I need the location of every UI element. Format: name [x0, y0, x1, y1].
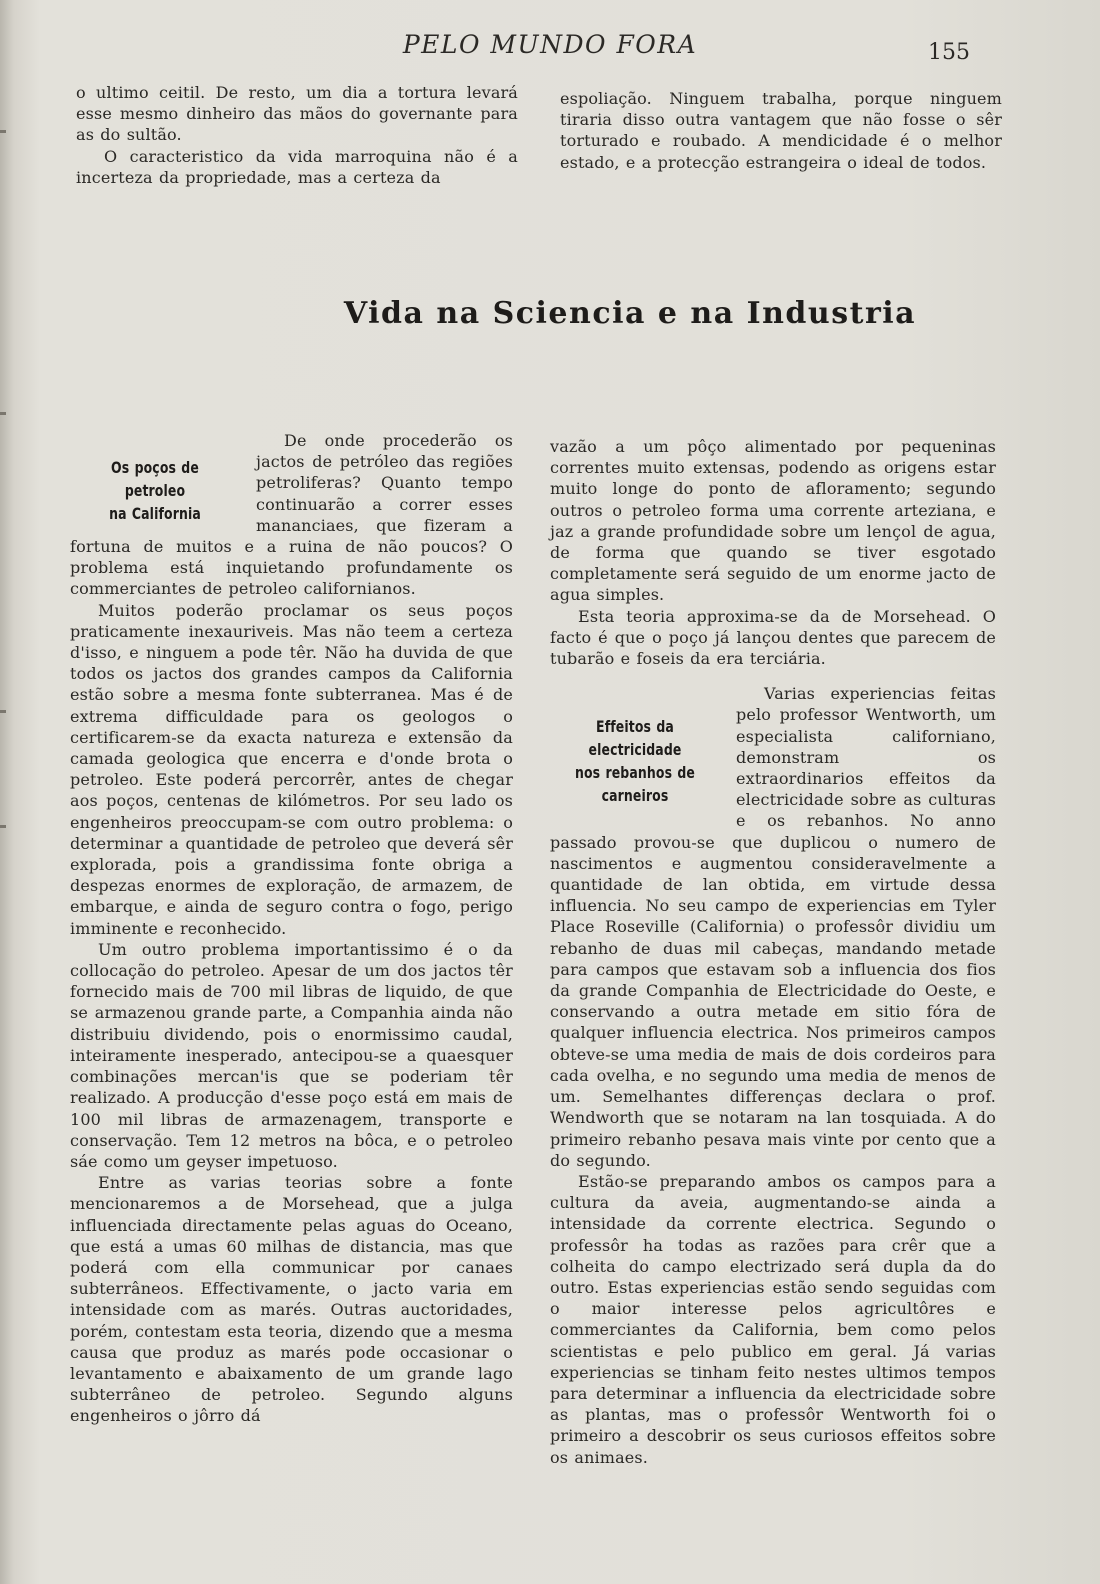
running-title: PELO MUNDO FORA [402, 30, 698, 59]
section-title: Vida na Sciencia e na Industria [343, 296, 917, 331]
article-oil-wells [70, 430, 513, 1427]
paragraph: Estão-se preparando ambos os campos para a cultura da aveia, augmentando-se ainda a intensidade da corrente electrica. Segundo o professôr ha todas as razões para crêr que a colheita do campo electrizado será dupla da do outro. Estas experiencias estão sendo seguidas com o maior interesse pelos agricultôres e commerciantes da California, bem como pelos scientistas e pelo publico em geral. Já varias experiencias se tinham feito nestes ultimos tempos para determinar a influencia da electricidade sobre as plantas, mas o professôr Wentworth foi o primeiro a descobrir os seus curiosos effeitos sobre os animaes. [550, 1171, 996, 1467]
paragraph: Varias experiencias feitas pelo professor Wentworth, um especialista californiano, demonstram os extraordinarios effeitos da electricidade sobre as culturas e os rebanhos. No anno passado provou-se que duplicou o numero de nascimentos e augmentou consideravelmente a quantidade de lan obtida, em virtude dessa influencia. No seu campo de experiencias em Tyler Place Roseville (California) o professôr dividiu um rebanho de duas mil cabeças, mandando metade para campos que estavam sob a influencia dos fios da grande Companhia de Electricidade do Oeste, e conservando a outra metade em sitio fóra de qualquer influencia electrica. Nos primeiros campos obteve-se uma media de mais de dois cordeiros para cada ovelha, e no segundo uma media de menos de um. Semelhantes differenças declara o prof. Wendworth que se notaram na lan tosquiada. A do primeiro rebanho pesava mais vinte por cento que a do segundo. [550, 684, 996, 1170]
top-right-column [560, 88, 1002, 173]
paragraph: Muitos poderão proclamar os seus poços praticamente inexauriveis. Mas não teem a certeza d'isso, e ninguem a pode têr. Não ha duvida de que todos os jactos dos grandes campos da California estão sobre a mesma fonte subterranea. Mas é de extrema difficuldade para os geologos o certificarem-se da exacta natureza e extensão da camada geologica que encerra e d'onde brota o petroleo. Este poderá percorrêr, antes de chegar aos poços, centenas de kilómetros. Por seu lado os engenheiros preoccupam-se com outro problema: o determinar a quantidade de petroleo que deverá sêr explorada, pois a grandissima fonte obriga a despezas enormes de exploração, de armazem, de embarque, e ainda de seguro contra o fogo, perigo imminente e reconhecido. [70, 600, 513, 938]
paragraph: o ultimo ceitil. De resto, um dia a tortura levará esse mesmo dinheiro das mãos do governante para as do sultão. [76, 83, 518, 145]
heading-line: Os poços de petroleo [111, 458, 199, 500]
binding-mark [0, 710, 6, 713]
binding-mark [0, 130, 6, 133]
paragraph: Um outro problema importantissimo é o da collocação do petroleo. Apesar de um dos jactos têr fornecido mais de 700 mil libras de liquido, de que se armazenou grande parte, a Companhia ainda não distribuiu dividendo, pois o enormissimo caudal, inteiramente inesperado, antecipou-se a quaesquer combinações mercan'is que se poderiam têr realizado. A producção d'esse poço está em mais de 100 mil libras de armazenagem, transporte e conservação. Tem 12 metros na bôca, e o petroleo sáe como um geyser impetuoso. [70, 939, 513, 1171]
paragraph: Esta teoria approxima-se da de Morsehead. O facto é que o poço já lançou dentes que parecem de tubarão e foseis da era terciária. [550, 606, 996, 669]
top-left-column [76, 82, 518, 188]
binding-mark [0, 412, 6, 415]
paragraph: O caracteristico da vida marroquina não é a incerteza da propriedade, mas a certeza da [76, 146, 518, 187]
article-oil-heading [89, 456, 222, 525]
page-number: 155 [928, 40, 970, 65]
paragraph: De onde procederão os jactos de petróleo das regiões petroliferas? Quanto tempo continuarão a correr esses mananciaes, que fizeram a fortuna de muitos e a ruina de não poucos? O problema está inquietando profundamente os commerciantes de petroleo californianos. [70, 431, 513, 599]
article-electricity-heading [569, 715, 702, 807]
right-column [550, 436, 996, 1468]
binding-mark [0, 825, 6, 828]
paragraph: Entre as varias teorias sobre a fonte mencionaremos a de Morsehead, que a julga influenciada directamente pelas aguas do Oceano, que está a umas 60 milhas de distancia, mas que poderá com ella communicar por canaes subterrâneos. Effectivamente, o jacto varia em intensidade com as marés. Outras auctoridades, porém, contestam esta teoria, dizendo que a mesma causa que produz as marés pode occasionar o levantamento e abaixamento de um grande lago subterrâneo de petroleo. Segundo alguns engenheiros o jôrro dá [70, 1173, 513, 1426]
heading-line: nos rebanhos de carneiros [574, 763, 696, 806]
heading-line: Effeitos da electricidade [588, 717, 682, 760]
paragraph: espoliação. Ninguem trabalha, porque ninguem tiraria disso outra vantagem que não fosse o sêr torturado e roubado. A mendicidade é o melhor estado, e a protecção estrangeira o ideal de todos. [560, 89, 1002, 172]
paragraph: vazão a um pôço alimentado por pequeninas correntes muito extensas, podendo as origens estar muito longe do ponto de afloramento; segundo outros o petroleo forma uma corrente arteziana, e jaz a grande profundidade sobre um lençol de agua, de forma que quando se tiver esgotado completamente será seguido de um enorme jacto de agua simples. [550, 437, 996, 605]
spacer [550, 669, 996, 683]
heading-line: na California [109, 504, 201, 523]
